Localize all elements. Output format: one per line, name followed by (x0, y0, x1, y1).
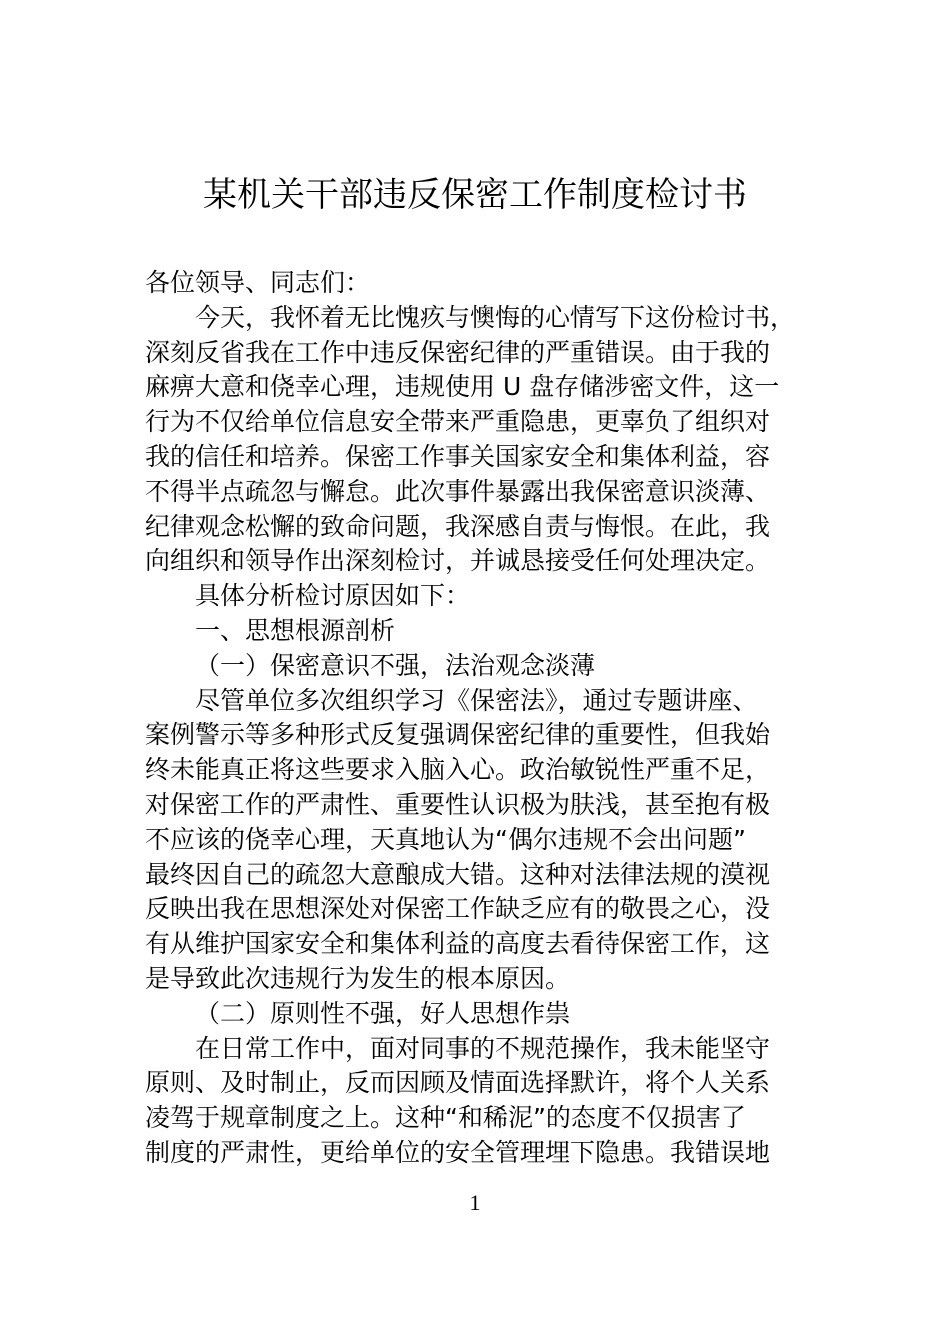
text-line: 是导致此次违规行为发生的根本原因。 (145, 963, 571, 993)
subsection-heading: （一）保密意识不强，法治观念淡薄 (195, 650, 596, 680)
text-line: 尽管单位多次组织学习《保密法》，通过专题讲座、 (195, 685, 758, 715)
text-line: 终未能真正将这些要求入脑入心。政治敏锐性严重不足， (145, 755, 771, 785)
text-line: 案例警示等多种形式反复强调保密纪律的重要性，但我始 (145, 720, 771, 750)
text-line: 向组织和领导作出深刻检讨，并诚恳接受任何处理决定。 (145, 546, 771, 576)
text-line: 麻痹大意和侥幸心理，违规使用 U 盘存储涉密文件，这一 (145, 372, 780, 402)
text-line: 我的信任和培养。保密工作事关国家安全和集体利益，容 (145, 441, 771, 471)
text-line: 纪律观念松懈的致命问题，我深感自责与悔恨。在此，我 (145, 511, 771, 541)
page-number: 1 (469, 1190, 481, 1215)
text-line: 行为不仅给单位信息安全带来严重隐患，更辜负了组织对 (145, 407, 771, 437)
text-line: 原则、及时制止，反而因顾及情面选择默许，将个人关系 (145, 1068, 771, 1098)
text-line: 不应该的侥幸心理，天真地认为“偶尔违规不会出问题” (145, 824, 746, 854)
text-line: 制度的严肃性，更给单位的安全管理埋下隐患。我错误地 (145, 1137, 771, 1167)
text-line: 反映出我在思想深处对保密工作缺乏应有的敬畏之心，没 (145, 894, 771, 924)
document-body (145, 266, 825, 1171)
text-line: 对保密工作的严肃性、重要性认识极为肤浅，甚至抱有极 (145, 789, 771, 819)
subsection-heading: （二）原则性不强，好人思想作祟 (195, 998, 571, 1028)
text-line-salutation: 各位领导、同志们： (145, 268, 371, 297)
text-line: 不得半点疏忽与懈怠。此次事件暴露出我保密意识淡薄、 (145, 476, 771, 506)
text-line: 在日常工作中，面对同事的不规范操作，我未能坚守 (195, 1033, 771, 1063)
text-line: 具体分析检讨原因如下： (195, 581, 471, 611)
section-heading: 一、思想根源剖析 (195, 615, 396, 645)
text-line: 有从维护国家安全和集体利益的高度去看待保密工作，这 (145, 929, 771, 959)
text-line: 今天，我怀着无比愧疚与懊悔的心情写下这份检讨书， (195, 302, 796, 332)
document-title: 某机关干部违反保密工作制度检讨书 (203, 175, 747, 215)
text-line: 深刻反省我在工作中违反保密纪律的严重错误。由于我的 (145, 337, 771, 367)
text-line: 最终因自己的疏忽大意酿成大错。这种对法律法规的漠视 (145, 859, 771, 889)
text-line: 凌驾于规章制度之上。这种“和稀泥”的态度不仅损害了 (145, 1103, 746, 1133)
